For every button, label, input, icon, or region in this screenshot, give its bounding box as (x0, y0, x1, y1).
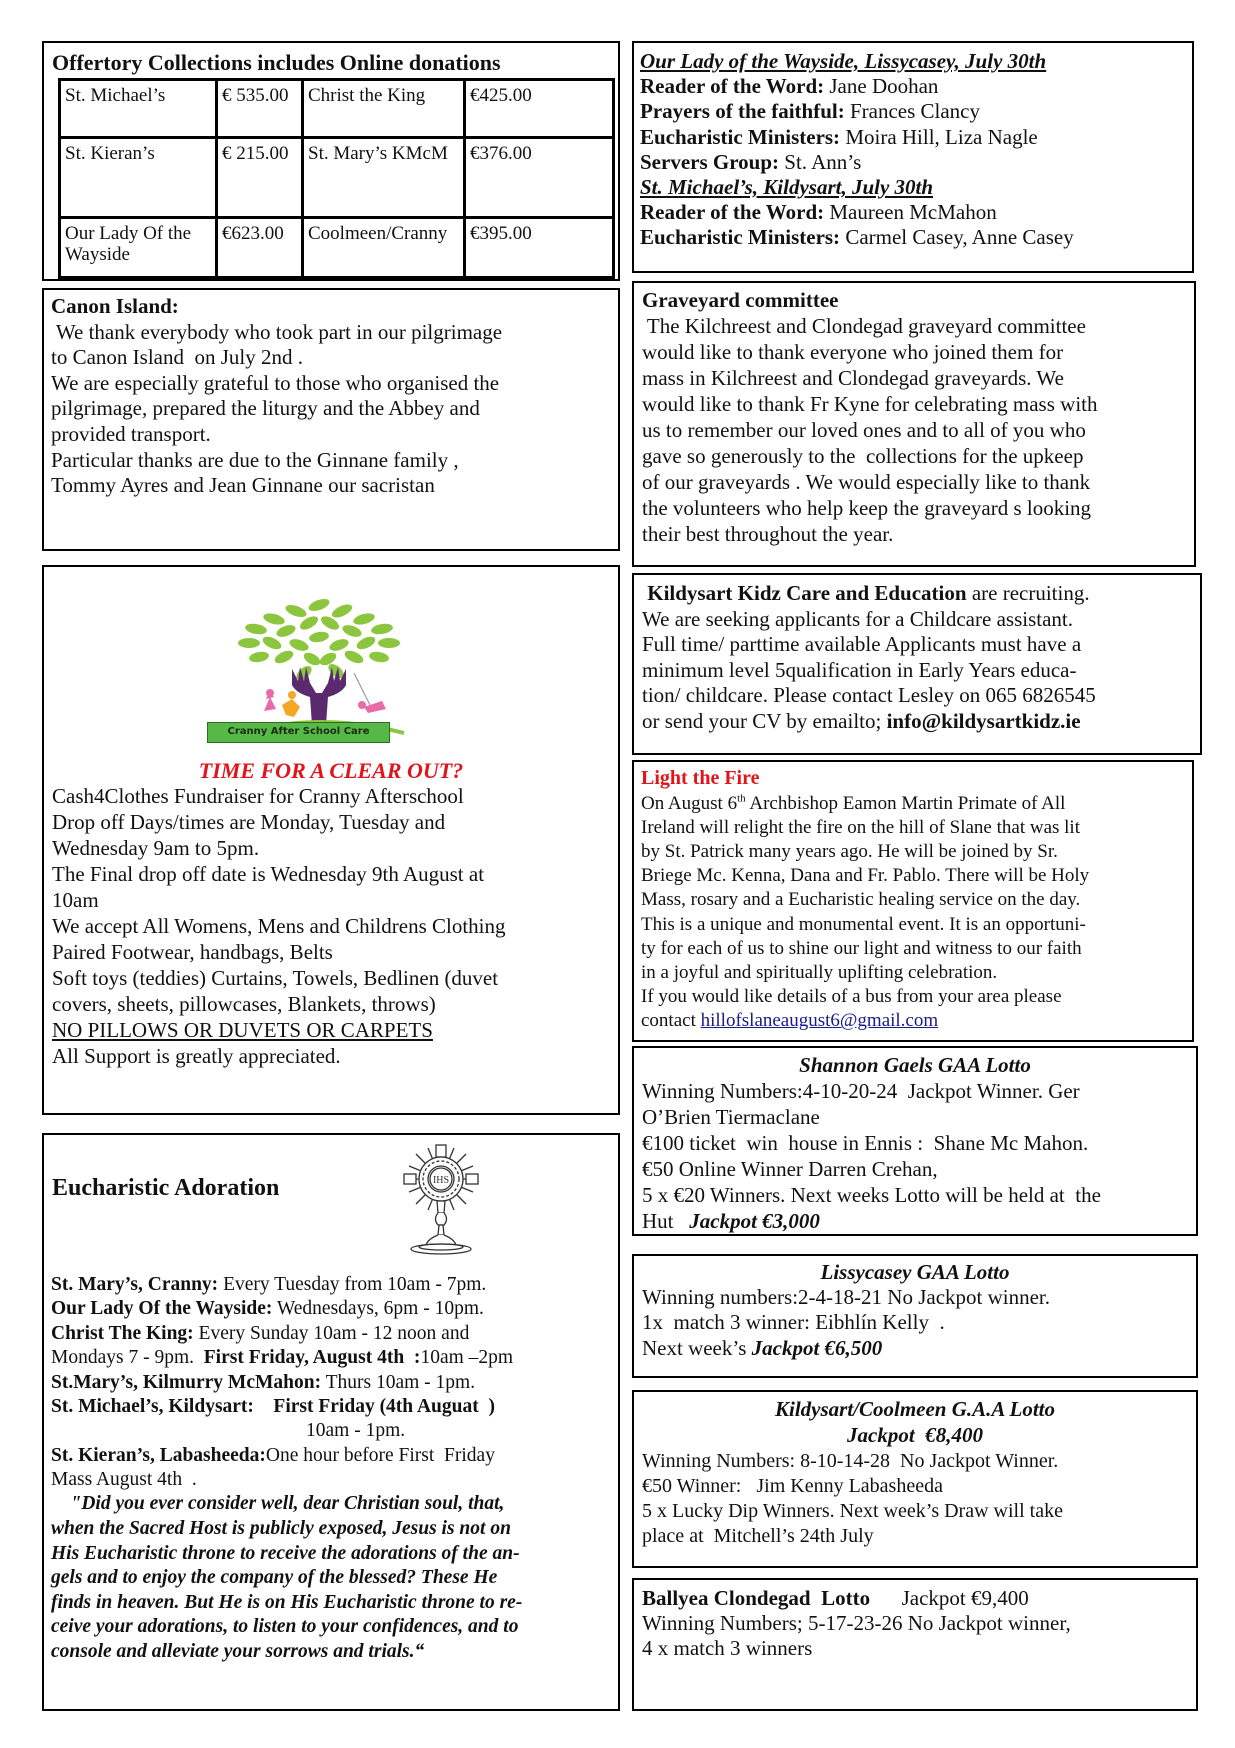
schedule-time: Every Sunday 10am - 12 noon and (193, 1322, 470, 1344)
amount-cell: €425.00 (465, 80, 614, 138)
clear-out-body (52, 783, 614, 1069)
adoration-schedule-item: St. Michael’s, Kildysart: First Friday (4th Auguat ) (51, 1395, 495, 1417)
shannon-line: Winning Numbers:4-10-20-24 Jackpot Winner. Ger (642, 1079, 1080, 1104)
kildysart-line: Winning Numbers: 8-10-14-28 No Jackpot Winner. (642, 1449, 1059, 1472)
fire-line: by St. Patrick many years ago. He will be joined by Sr. (641, 840, 1058, 862)
role-value: Carmel Casey, Anne Casey (840, 225, 1074, 250)
canon-line: provided transport. (51, 422, 211, 447)
clear-out-closing: All Support is greatly appreciated. (52, 1044, 341, 1069)
monstrance-icon (384, 1143, 499, 1263)
graveyard-line: of our graveyards . We would especially like to thank (642, 470, 1091, 495)
role-value: Maureen McMahon (824, 200, 997, 225)
role-label: Servers Group: (640, 149, 780, 174)
fire-line: Ireland will relight the fire on the hill of Slane that was lit (641, 816, 1080, 838)
quote-line: His Eucharistic throne to receive the adorations of the an- (51, 1542, 520, 1564)
fire-line: If you would like details of a bus from your area please (641, 986, 1062, 1008)
graveyard-line: The Kilchreest and Clondegad graveyard committee (642, 314, 1086, 339)
graveyard-line: gave so generously to the collections for the upkeep (642, 444, 1084, 469)
adoration-quote (51, 1492, 612, 1664)
rota-item (640, 74, 1186, 99)
graveyard-committee-box (632, 281, 1196, 567)
shannon-jackpot: Jackpot €3,000 (689, 1209, 820, 1234)
church-label: St. Mary’s, Cranny: (51, 1274, 219, 1295)
offertory-table (58, 78, 615, 279)
fire-line: This is a unique and monumental event. It is an opportuni- (641, 913, 1086, 935)
quote-line: console and alleviate your sorrows and trials.“ (51, 1640, 425, 1662)
fire-line: Mass, rosary and a Eucharistic healing service on the day. (641, 889, 1081, 911)
fire-line: Briege Mc. Kenna, Dana and Fr. Pablo. There will be Holy (641, 865, 1090, 887)
adoration-schedule-item (51, 1346, 612, 1370)
tree-hands-icon (204, 593, 434, 738)
canon-line: Particular thanks are due to the Ginnane family , (51, 447, 459, 472)
shannon-line: O’Brien Tiermaclane (642, 1105, 820, 1130)
fire-contact-line (641, 1009, 1185, 1033)
quote-line: gels and to enjoy the company of the blessed? These He (51, 1567, 498, 1589)
adoration-schedule-item (51, 1322, 612, 1346)
canon-line: Tommy Ayres and Jean Ginnane our sacristan (51, 473, 435, 498)
role-label: Eucharistic Ministers: (640, 124, 841, 149)
eucharistic-adoration-box (42, 1133, 620, 1711)
adoration-title: Eucharistic Adoration (52, 1175, 280, 1201)
fire-line-rest: Archbishop Eamon Martin Primate of All (745, 792, 1066, 814)
cranny-after-school-logo (204, 593, 434, 738)
church-label: Our Lady Of the Wayside: (51, 1298, 273, 1320)
role-value: Jane Doohan (824, 74, 939, 99)
lissycasey-lotto-box (632, 1254, 1198, 1378)
canon-line: We are especially grateful to those who organised the (51, 370, 500, 395)
kidz-cv-line (642, 709, 1194, 735)
fire-line (641, 792, 1185, 816)
schedule-time: Thurs 10am - 1pm. (321, 1371, 476, 1393)
clear-out-line: Wednesday 9am to 5pm. (52, 836, 260, 861)
graveyard-title: Graveyard committee (642, 288, 839, 312)
fire-title: Light the Fire (641, 767, 760, 789)
quote-line: ceive your adorations, to listen to your confidences, and to (51, 1616, 519, 1638)
lissycasey-last-prefix: Next week’s (642, 1335, 752, 1360)
offertory-title: Offertory Collections includes Online donations (52, 50, 501, 75)
rota-heading-lissycasey: Our Lady of the Wayside, Lissycasey, July 30th (640, 49, 1047, 73)
parish-cell: Our Lady Of the Wayside (60, 218, 217, 278)
kidz-care-recruiting-box (632, 573, 1202, 755)
kidz-line: minimum level 5qualification in Early Years educa- (642, 657, 1077, 682)
kidz-line: We are seeking applicants for a Childcare assistant. (642, 606, 1073, 631)
rota-heading-kildysart: St. Michael’s, Kildysart, July 30th (640, 174, 934, 199)
amount-cell: €376.00 (465, 138, 614, 218)
quote-line: "Did you ever consider well, dear Christian soul, that, (51, 1493, 505, 1515)
canon-line: We thank everybody who took part in our pilgrimage (51, 319, 503, 344)
first-friday-label: First Friday, August 4th : (203, 1347, 421, 1369)
schedule-time: Mass August 4th . (51, 1469, 197, 1490)
clear-out-warning: NO PILLOWS OR DUVETS OR CARPETS (52, 1018, 433, 1043)
role-value: Moira Hill, Liza Nagle (840, 124, 1038, 149)
logo-label: Cranny After School Care (207, 722, 390, 743)
ballyea-line: Winning Numbers; 5-17-23-26 No Jackpot winner, (642, 1611, 1071, 1636)
fire-date: On August 6 (641, 792, 738, 814)
lissycasey-jackpot-line (642, 1336, 1188, 1361)
kidz-org-name: Kildysart Kidz Care and Education (647, 581, 967, 605)
kidz-lead: are recruiting. (966, 581, 1090, 605)
ballyea-line: 4 x match 3 winners (642, 1636, 813, 1661)
table-row (60, 218, 614, 278)
fire-line: in a joyful and spiritually uplifting celebration. (641, 962, 998, 984)
light-the-fire-box (632, 760, 1194, 1042)
ballyea-heading (642, 1586, 1188, 1611)
graveyard-line: their best throughout the year. (642, 522, 894, 547)
kidz-line: tion/ childcare. Please contact Lesley on 065 6826545 (642, 683, 1096, 708)
graveyard-line: mass in Kilchreest and Clondegad graveyards. We (642, 366, 1064, 391)
shannon-gaels-lotto-box (632, 1046, 1198, 1236)
schedule-time: Every Tuesday from 10am - 7pm. (218, 1274, 487, 1295)
shannon-last-prefix: Hut (642, 1209, 690, 1234)
schedule-time: 10am –2pm (420, 1347, 514, 1369)
role-value: St. Ann’s (779, 149, 862, 174)
adoration-body (51, 1273, 612, 1664)
role-label: Prayers of the faithful: (640, 99, 845, 124)
clear-out-line: We accept All Womens, Mens and Childrens Clothing (52, 914, 506, 939)
clear-out-line: Soft toys (teddies) Curtains, Towels, Bedlinen (duvet (52, 966, 499, 991)
kidz-email-link[interactable]: info@kildysartkidz.ie (886, 709, 1081, 734)
parish-cell: Christ the King (303, 80, 465, 138)
amount-cell: €395.00 (465, 218, 614, 278)
ballyea-clondegad-lotto-box (632, 1578, 1198, 1711)
adoration-schedule-item (51, 1273, 612, 1297)
kildysart-jackpot: Jackpot €8,400 (847, 1423, 983, 1448)
rota-item (640, 150, 1186, 175)
shannon-line: €50 Online Winner Darren Crehan, (642, 1157, 938, 1182)
kildysart-line: €50 Winner: Jim Kenny Labasheeda (642, 1474, 943, 1497)
clear-out-line: Drop off Days/times are Monday, Tuesday and (52, 810, 446, 835)
rota-item (640, 225, 1186, 250)
kidz-line: Full time/ parttime available Applicants must have a (642, 632, 1082, 657)
offertory-collections-box (42, 41, 620, 281)
role-label: Reader of the Word: (640, 200, 825, 225)
lissycasey-lotto-title: Lissycasey GAA Lotto (820, 1260, 1010, 1284)
shannon-line: €100 ticket win house in Ennis : Shane Mc Mahon. (642, 1131, 1089, 1156)
kildysart-line: place at Mitchell’s 24th July (642, 1524, 874, 1547)
table-row (60, 138, 614, 218)
canon-line: to Canon Island on July 2nd . (51, 345, 303, 370)
role-label: Eucharistic Ministers: (640, 225, 841, 250)
graveyard-line: would like to thank Fr Kyne for celebrating mass with (642, 392, 1098, 417)
graveyard-line: would like to thank everyone who joined them for (642, 340, 1064, 365)
canon-line: pilgrimage, prepared the liturgy and the Abbey and (51, 396, 480, 421)
fire-line: ty for each of us to shine our light and witness to our faith (641, 937, 1082, 959)
fire-date-suffix: th (737, 792, 746, 805)
lissycasey-jackpot: Jackpot €6,500 (751, 1335, 883, 1360)
clear-out-line: Cash4Clothes Fundraiser for Cranny Afterschool (52, 784, 464, 808)
church-label: St.Mary’s, Kilmurry McMahon: (51, 1371, 322, 1393)
parish-cell: Coolmeen/Cranny (303, 218, 465, 278)
church-label: Christ The King: (51, 1322, 194, 1344)
role-label: Reader of the Word: (640, 74, 825, 99)
shannon-jackpot-line (642, 1208, 1188, 1234)
role-value: Frances Clancy (844, 99, 980, 124)
lissycasey-line: 1x match 3 winner: Eibhlín Kelly . (642, 1310, 945, 1335)
schedule-time: Wednesdays, 6pm - 10pm. (272, 1298, 484, 1320)
fire-contact-prefix: contact (641, 1010, 701, 1032)
ministry-rota-box (632, 41, 1194, 273)
graveyard-line: us to remember our loved ones and to all of you who (642, 418, 1086, 443)
shannon-lotto-title: Shannon Gaels GAA Lotto (799, 1053, 1031, 1077)
schedule-time: 10am - 1pm. (306, 1420, 406, 1442)
schedule-time: Mondays 7 - 9pm. (51, 1347, 204, 1369)
church-label: St. Kieran’s, Labasheeda: (51, 1444, 266, 1466)
amount-cell: € 215.00 (217, 138, 303, 218)
clear-out-line: 10am (52, 888, 99, 913)
kidz-cv-prefix: or send your CV by emailto; (642, 709, 887, 734)
kidz-heading (642, 581, 1194, 607)
monstrance-ihs-text: IHS (432, 1175, 450, 1186)
amount-cell: €623.00 (217, 218, 303, 278)
shannon-line: 5 x €20 Winners. Next weeks Lotto will be held at the (642, 1183, 1101, 1208)
canon-title: Canon Island: (51, 294, 179, 318)
lissycasey-line: Winning numbers:2-4-18-21 No Jackpot winner. (642, 1285, 1051, 1310)
quote-line: finds in heaven. But He is on His Eucharistic throne to re- (51, 1591, 523, 1613)
fire-email-link[interactable]: hillofslaneaugust6@gmail.com (700, 1010, 939, 1032)
clear-out-line: The Final drop off date is Wednesday 9th August at (52, 862, 485, 887)
adoration-schedule-item (51, 1371, 612, 1395)
clear-out-line: covers, sheets, pillowcases, Blankets, throws) (52, 992, 436, 1017)
kildysart-lotto-title: Kildysart/Coolmeen G.A.A Lotto (774, 1397, 1056, 1421)
adoration-schedule-item (51, 1297, 612, 1321)
parish-cell: St. Michael’s (60, 80, 217, 138)
ballyea-jackpot: Jackpot €9,400 (870, 1586, 1029, 1610)
schedule-time: One hour before First Friday (265, 1444, 495, 1466)
rota-item (640, 125, 1186, 150)
table-row (60, 80, 614, 138)
kildysart-coolmeen-lotto-box (632, 1390, 1198, 1568)
graveyard-line: the volunteers who help keep the graveyard s looking (642, 496, 1092, 521)
kildysart-line: 5 x Lucky Dip Winners. Next week’s Draw will take (642, 1499, 1063, 1522)
quote-line: when the Sacred Host is publicly exposed, Jesus is not on (51, 1517, 511, 1539)
clear-out-line: Paired Footwear, handbags, Belts (52, 940, 333, 965)
amount-cell: € 535.00 (217, 80, 303, 138)
parish-cell: St. Kieran’s (60, 138, 217, 218)
parish-cell: St. Mary’s KMcM (303, 138, 465, 218)
adoration-schedule-item (51, 1444, 612, 1468)
rota-item (640, 99, 1186, 124)
clear-out-title: TIME FOR A CLEAR OUT? (198, 758, 464, 783)
ballyea-lotto-title: Ballyea Clondegad Lotto (642, 1586, 871, 1610)
rota-item (640, 200, 1186, 225)
clear-out-fundraiser-box (42, 565, 620, 1115)
canon-island-box (42, 288, 620, 551)
